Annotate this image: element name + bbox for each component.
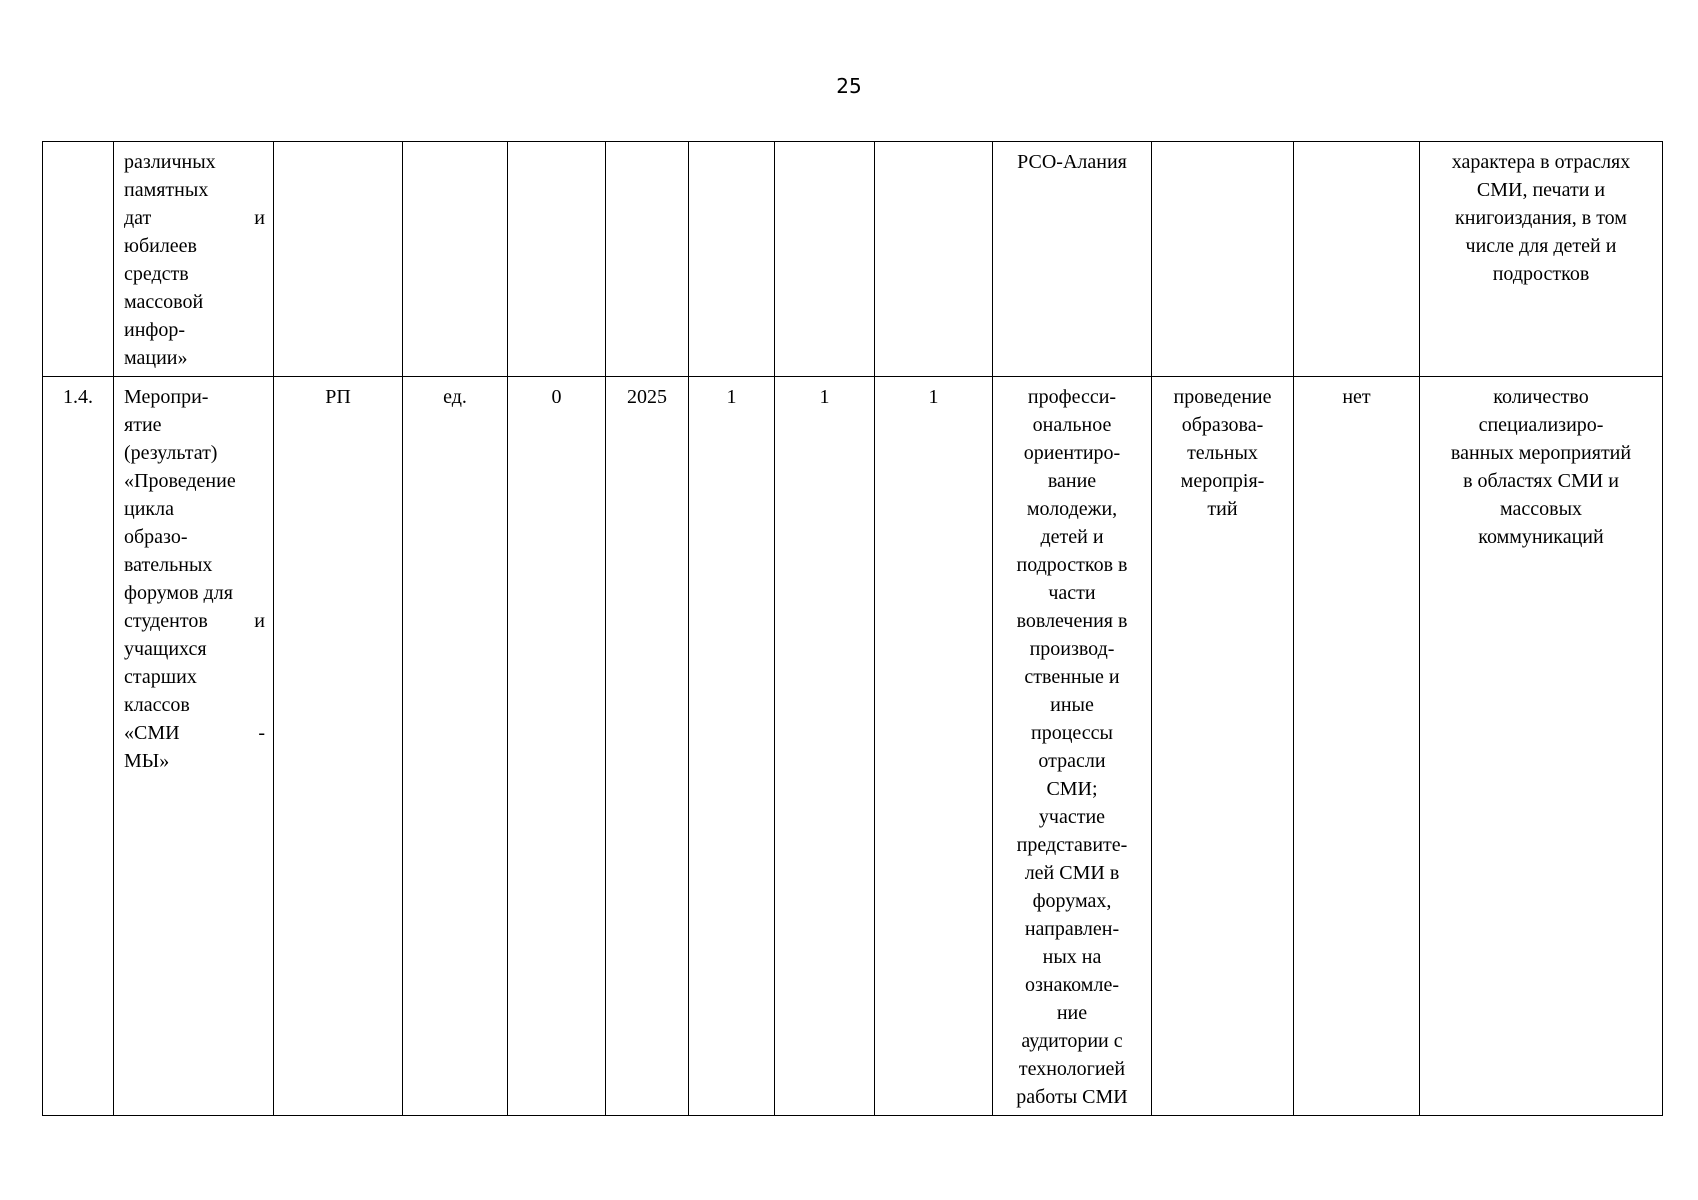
results-table	[42, 141, 1663, 1116]
characteristic-line: технологией	[1018, 1058, 1126, 1080]
characteristic-line: ственные и	[1024, 666, 1120, 688]
name-word: -	[258, 722, 265, 744]
name-line: ятие	[124, 414, 162, 436]
cell-unit	[403, 142, 508, 377]
cell-link: нет	[1294, 377, 1420, 1116]
characteristic-line: иные	[1050, 694, 1094, 716]
cell-year-2: 1	[775, 377, 875, 1116]
characteristic-line: молодежи,	[1026, 498, 1118, 520]
characteristic-line: направлен-	[1024, 918, 1120, 940]
cell-base-value: 0	[508, 377, 606, 1116]
cell-indicator	[1420, 377, 1663, 1116]
cell-type	[1152, 377, 1294, 1116]
name-line: Меропри-	[124, 386, 209, 408]
cell-year-1: 1	[689, 377, 775, 1116]
indicator-line: в областях СМИ и	[1463, 470, 1619, 492]
characteristic-line: производ-	[1029, 638, 1115, 660]
characteristic-line: представите-	[1016, 834, 1128, 856]
name-line: классов	[124, 694, 190, 716]
indicator-line: числе для детей и	[1465, 235, 1617, 257]
cell-base-year	[606, 142, 689, 377]
name-line: образо-	[124, 526, 188, 548]
indicator-line: подростков	[1492, 263, 1590, 285]
cell-year-3: 1	[875, 377, 993, 1116]
name-word: «СМИ	[124, 722, 180, 744]
name-line	[124, 607, 265, 635]
table-row	[43, 377, 1663, 1116]
name-line: (результат)	[124, 442, 218, 464]
characteristic-line: подростков в	[1016, 554, 1128, 576]
characteristic-line: ональное	[1032, 414, 1112, 436]
name-line	[124, 719, 265, 747]
characteristic-line: ознакомле-	[1025, 974, 1119, 996]
name-word: и	[254, 207, 265, 229]
indicator-line: коммуникаций	[1478, 526, 1604, 548]
characteristic-line: процессы	[1031, 722, 1113, 744]
page-number: 25	[836, 74, 862, 98]
indicator-line: книгоиздания, в том	[1455, 207, 1627, 229]
cell-type	[1152, 142, 1294, 377]
name-line: МЫ»	[124, 750, 170, 772]
indicator-line: ванных мероприятий	[1450, 442, 1632, 464]
cell-number: 1.4.	[43, 377, 114, 1116]
name-word: дат	[124, 207, 152, 229]
characteristic-line: детей и	[1040, 526, 1104, 548]
name-line: учащихся	[124, 638, 207, 660]
characteristic-line: форумах,	[1032, 890, 1112, 912]
name-word: и	[254, 610, 265, 632]
name-line: форумов для	[124, 582, 233, 604]
name-line: различных	[124, 151, 216, 173]
cell-characteristic	[993, 377, 1152, 1116]
characteristic-line: участие	[1038, 806, 1106, 828]
characteristic-line: СМИ;	[1046, 778, 1098, 800]
cell-name	[114, 142, 274, 377]
type-line: тий	[1207, 498, 1238, 520]
name-line: инфор-	[124, 319, 186, 341]
name-line: средств	[124, 263, 189, 285]
cell-base-year: 2025	[606, 377, 689, 1116]
name-line: вательных	[124, 554, 213, 576]
name-line: мации»	[124, 347, 188, 369]
characteristic-line: части	[1048, 582, 1096, 604]
indicator-line: количество	[1493, 386, 1589, 408]
cell-number	[43, 142, 114, 377]
name-line: юбилеев	[124, 235, 197, 257]
characteristic-line: вание	[1047, 470, 1097, 492]
characteristic-line: лей СМИ в	[1024, 862, 1120, 884]
name-word: студентов	[124, 610, 208, 632]
characteristic-line: професси-	[1027, 386, 1117, 408]
name-line: «Проведение	[124, 470, 236, 492]
characteristic-line: ориентиро-	[1023, 442, 1121, 464]
cell-year-2	[775, 142, 875, 377]
cell-unit: ед.	[403, 377, 508, 1116]
type-line: образова-	[1181, 414, 1264, 436]
cell-year-3	[875, 142, 993, 377]
indicator-line: характера в отраслях	[1451, 151, 1631, 173]
cell-characteristic	[993, 142, 1152, 377]
cell-base-value	[508, 142, 606, 377]
cell-level: РП	[274, 377, 403, 1116]
characteristic-line: вовлечения в	[1016, 610, 1128, 632]
table-row	[43, 142, 1663, 377]
cell-level	[274, 142, 403, 377]
type-line: меропрія-	[1180, 470, 1265, 492]
indicator-line: специализиро-	[1478, 414, 1604, 436]
name-line: памятных	[124, 179, 209, 201]
name-line: цикла	[124, 498, 174, 520]
characteristic-line: ных на	[1042, 946, 1102, 968]
characteristic-line: работы СМИ	[1016, 1086, 1128, 1108]
characteristic-line: РСО-Алания	[1017, 151, 1127, 173]
type-line: проведение	[1173, 386, 1272, 408]
name-line: старших	[124, 666, 197, 688]
cell-indicator	[1420, 142, 1663, 377]
type-line: тельных	[1187, 442, 1258, 464]
indicator-line: СМИ, печати и	[1476, 179, 1606, 201]
name-line: массовой	[124, 291, 204, 313]
cell-year-1	[689, 142, 775, 377]
characteristic-line: ние	[1056, 1002, 1088, 1024]
characteristic-line: аудитории с	[1021, 1030, 1123, 1052]
cell-link	[1294, 142, 1420, 377]
cell-name	[114, 377, 274, 1116]
name-line	[124, 204, 265, 232]
characteristic-line: отрасли	[1038, 750, 1106, 772]
indicator-line: массовых	[1499, 498, 1583, 520]
